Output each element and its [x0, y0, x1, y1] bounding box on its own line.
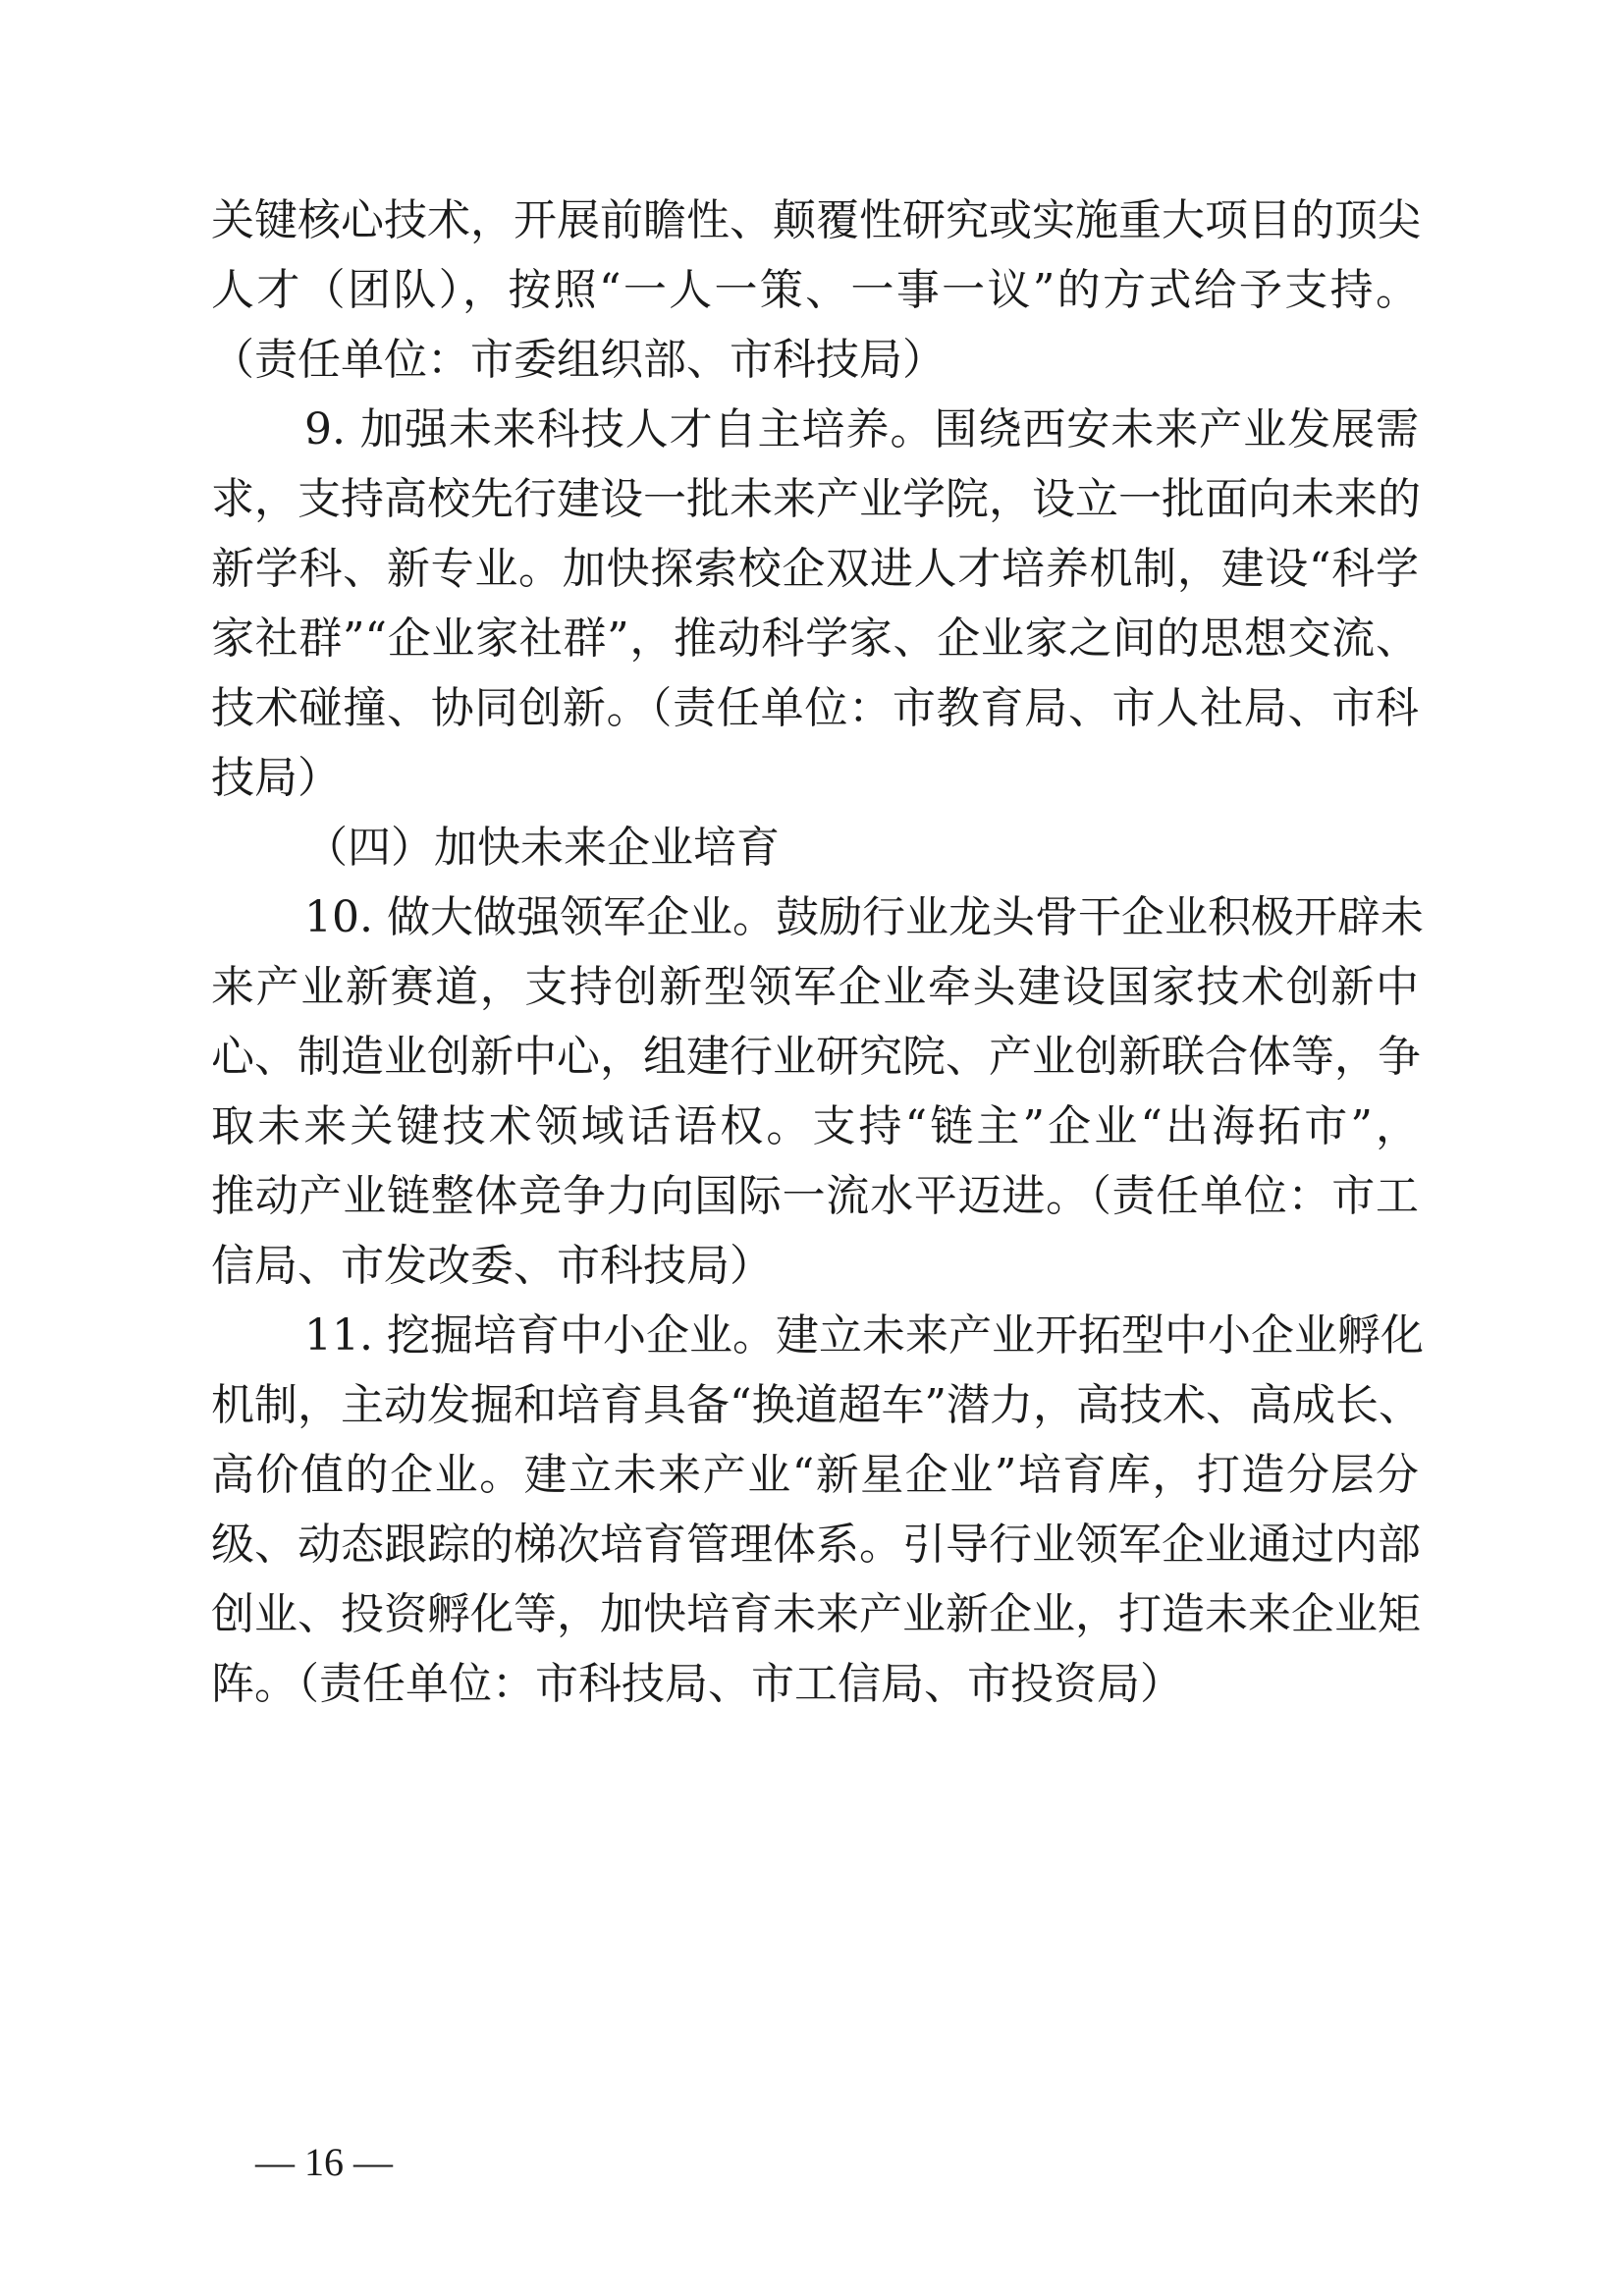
body-text-line: 创业、投资孵化等，加快培育未来产业新企业，打造未来企业矩: [211, 1589, 1421, 1639]
body-text-line: （责任单位：市委组织部、市科技局）: [211, 335, 946, 385]
body-text-line: 级、动态跟踪的梯次培育管理体系。引导行业领军企业通过内部: [211, 1520, 1421, 1570]
body-text-line: 信局、市发改委、市科技局）: [211, 1241, 773, 1291]
body-text-line: 心、制造业创新中心，组建行业研究院、产业创新联合体等，争: [211, 1032, 1421, 1082]
paragraph-9-first-line: 9. 加强未来科技人才自主培养。围绕西安未来产业发展需: [304, 404, 1419, 454]
body-text-line: 求，支持高校先行建设一批未来产业学院，设立一批面向未来的: [211, 474, 1421, 524]
page-number: — 16 —: [255, 2140, 393, 2184]
body-text-line: 技局）: [211, 753, 341, 803]
body-text-line: 家社群”“企业家社群”，推动科学家、企业家之间的思想交流、: [211, 614, 1419, 664]
body-text-line: 关键核心技术，开展前瞻性、颠覆性研究或实施重大项目的顶尖: [211, 195, 1421, 245]
paragraph-10-first-line: 10. 做大做强领军企业。鼓励行业龙头骨干企业积极开辟未: [304, 892, 1424, 942]
body-text-line: 新学科、新专业。加快探索校企双进人才培养机制，建设“科学: [211, 544, 1419, 594]
body-text-line: 推动产业链整体竞争力向国际一流水平迈进。（责任单位：市工: [211, 1171, 1419, 1221]
body-text-line: 人才（团队），按照“一人一策、一事一议”的方式给予支持。: [211, 265, 1419, 315]
body-text-line: 阵。（责任单位：市科技局、市工信局、市投资局）: [211, 1659, 1183, 1709]
paragraph-11-first-line: 11. 挖掘培育中小企业。建立未来产业开拓型中小企业孵化: [304, 1310, 1424, 1361]
body-text-line: 取未来关键技术领域话语权。支持“链主”企业“出海拓市”，: [211, 1101, 1419, 1151]
section-heading: （四）加快未来企业培育: [304, 823, 780, 873]
body-text-line: 技术碰撞、协同创新。（责任单位：市教育局、市人社局、市科: [211, 683, 1419, 733]
body-text-line: 来产业新赛道，支持创新型领军企业牵头建设国家技术创新中: [211, 962, 1419, 1012]
body-text-line: 高价值的企业。建立未来产业“新星企业”培育库，打造分层分: [211, 1450, 1419, 1500]
body-text-line: 机制，主动发掘和培育具备“换道超车”潜力，高技术、高成长、: [211, 1380, 1422, 1430]
